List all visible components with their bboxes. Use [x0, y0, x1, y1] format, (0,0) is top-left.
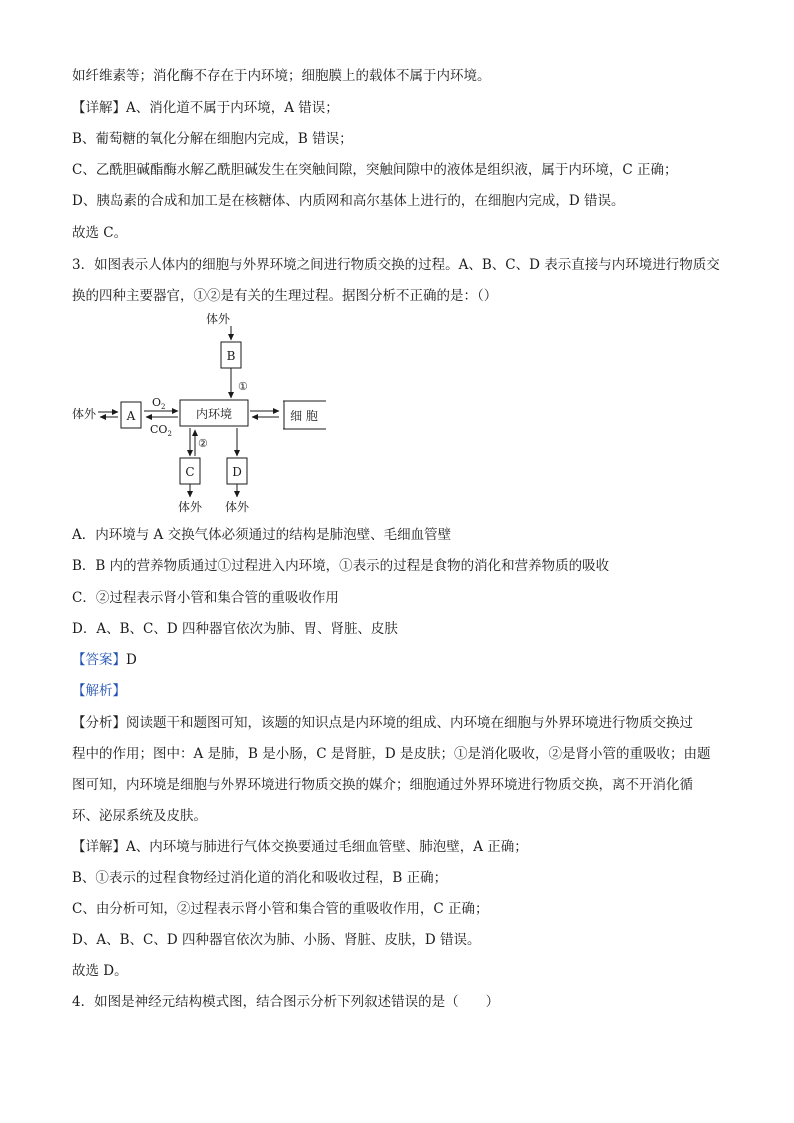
- answer-value: D: [126, 652, 137, 668]
- outside-label-d: 体外: [224, 500, 250, 514]
- detail-line: D、A、B、C、D 四种器官依次为肺、小肠、肾脏、皮肤，D 错误。: [72, 932, 481, 948]
- analysis-line: 图可知，内环境是细胞与外界环境进行物质交换的媒介；细胞通过外界环境进行物质交换，离不开消化循: [72, 777, 693, 793]
- option-a: A．内环境与 A 交换气体必须通过的结构是肺泡壁、毛细血管壁: [72, 527, 452, 543]
- conclusion-line: 故选 D。: [72, 963, 128, 979]
- question-4-stem: 4．如图是神经元结构模式图，结合图示分析下列叙述错误的是（ ）: [72, 994, 500, 1010]
- analysis-line: 【分析】阅读题干和题图可知，该题的知识点是内环境的组成、内环境在细胞与外界环境进行物质交换过: [72, 715, 693, 731]
- detail-line: 【详解】A、内环境与肺进行气体交换要通过毛细血管壁、肺泡壁，A 正确；: [72, 839, 528, 855]
- step-1-label: ①: [238, 380, 248, 393]
- conclusion-line: 故选 C。: [72, 225, 128, 241]
- option-d: D．A、B、C、D 四种器官依次为肺、胃、肾脏、皮肤: [72, 621, 398, 637]
- answer-line: [72, 651, 137, 669]
- internal-environment-label: 内环境: [195, 407, 233, 421]
- cell-label: 细 胞: [290, 409, 318, 423]
- organ-c-label: C: [185, 465, 195, 479]
- option-c: C．②过程表示肾小管和集合管的重吸收作用: [72, 590, 339, 606]
- material-exchange-diagram: [60, 305, 360, 517]
- detail-line: C、乙酰胆碱酯酶水解乙酰胆碱发生在突触间隙，突触间隙中的液体是组织液，属于内环境，C 正确；: [72, 162, 678, 178]
- carbon-dioxide-label: $CO_2$: [150, 423, 172, 438]
- paragraph-line: 如纤维素等；消化酶不存在于内环境；细胞膜上的载体不属于内环境。: [72, 68, 491, 84]
- organ-b-label: B: [226, 349, 236, 363]
- detail-line: B、①表示的过程食物经过消化道的消化和吸收过程，B 正确；: [72, 870, 448, 886]
- question-3-stem: 3．如图表示人体内的细胞与外界环境之间进行物质交换的过程。A、B、C、D 表示直接与内环境进行物质交: [72, 257, 720, 273]
- analysis-line: 程中的作用；图中：A 是肺，B 是小肠，C 是肾脏，D 是皮肤；①是消化吸收，②是肾小管的重吸收；由题: [72, 746, 711, 762]
- step-2-label: ②: [198, 437, 208, 450]
- organ-a-label: A: [126, 409, 136, 423]
- answer-label: 【答案】: [72, 652, 126, 668]
- option-b: B．B 内的营养物质通过①过程进入内环境，①表示的过程是食物的消化和营养物质的吸收: [72, 558, 610, 574]
- detail-line: C、由分析可知，②过程表示肾小管和集合管的重吸收作用，C 正确；: [72, 901, 489, 917]
- question-3-stem: 换的四种主要器官，①②是有关的生理过程。据图分析不正确的是：（）: [72, 288, 498, 304]
- organ-d-label: D: [232, 465, 242, 479]
- detail-line: B、葡萄糖的氧化分解在细胞内完成，B 错误；: [72, 131, 353, 147]
- detail-line: D、胰岛素的合成和加工是在核糖体、内质网和高尔基体上进行的，在细胞内完成，D 错误。: [72, 193, 625, 209]
- outside-label-left: 体外: [72, 407, 97, 421]
- outside-label-c: 体外: [177, 500, 203, 514]
- analysis-line: 环、泌尿系统及皮肤。: [72, 808, 207, 824]
- oxygen-label: $O_2$: [152, 396, 166, 411]
- detail-line: 【详解】A、消化道不属于内环境，A 错误；: [72, 100, 339, 116]
- outside-label-top: 体外: [205, 312, 231, 326]
- analysis-heading: 【解析】: [72, 683, 126, 699]
